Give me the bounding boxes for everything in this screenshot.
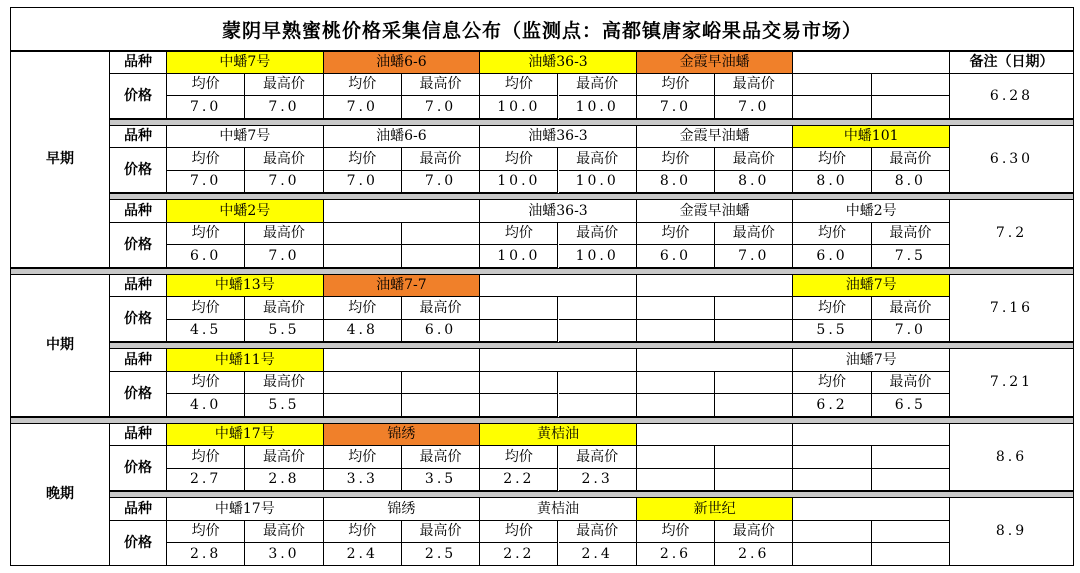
max-price-value: 2.4 xyxy=(559,543,637,566)
max-price-header xyxy=(402,223,480,246)
avg-price-value: 7.0 xyxy=(637,96,715,119)
avg-price-value xyxy=(637,469,715,492)
max-price-value xyxy=(872,543,950,566)
avg-price-header xyxy=(637,446,715,469)
variety-name xyxy=(637,275,794,298)
avg-price-header: 均价 xyxy=(167,297,245,320)
variety-name: 油蟠6-6 xyxy=(324,126,481,149)
variety-name: 锦绣 xyxy=(324,424,481,447)
max-price-header: 最高价 xyxy=(559,148,637,171)
row-separator xyxy=(110,491,1074,498)
max-price-header xyxy=(715,297,793,320)
price-label: 价格 xyxy=(110,223,167,268)
max-price-value xyxy=(715,469,793,492)
avg-price-value: 6.0 xyxy=(793,245,871,268)
max-price-value: 3.5 xyxy=(402,469,480,492)
max-price-value: 6.5 xyxy=(872,394,950,417)
variety-name xyxy=(637,424,794,447)
row-separator xyxy=(110,342,1074,349)
avg-price-value: 6.0 xyxy=(637,245,715,268)
avg-price-header xyxy=(637,372,715,395)
max-price-value: 7.0 xyxy=(245,96,323,119)
avg-price-header: 均价 xyxy=(167,372,245,395)
avg-price-value xyxy=(793,543,871,566)
max-price-value: 7.0 xyxy=(715,96,793,119)
variety-label: 品种 xyxy=(110,424,167,447)
avg-price-value: 6.0 xyxy=(167,245,245,268)
variety-name: 油蟠7-7 xyxy=(324,275,481,298)
avg-price-value xyxy=(793,96,871,119)
variety-name: 油蟠36-3 xyxy=(480,200,637,223)
table-title: 蒙阴早熟蜜桃价格采集信息公布（监测点：高都镇唐家峪果品交易市场） xyxy=(10,7,1074,51)
max-price-header: 最高价 xyxy=(245,148,323,171)
remark-date: 6.28 xyxy=(950,74,1074,119)
variety-name: 中蟠101 xyxy=(793,126,950,149)
price-label: 价格 xyxy=(110,446,167,491)
max-price-value: 8.0 xyxy=(872,171,950,194)
variety-label: 品种 xyxy=(110,200,167,223)
max-price-value xyxy=(559,320,637,343)
remark-date: 8.6 xyxy=(950,424,1074,492)
max-price-header: 最高价 xyxy=(872,148,950,171)
variety-name: 中蟠11号 xyxy=(167,349,324,372)
remark-header: 备注（日期） xyxy=(950,51,1074,74)
max-price-header xyxy=(559,297,637,320)
max-price-header: 最高价 xyxy=(245,521,323,544)
variety-label: 品种 xyxy=(110,126,167,149)
variety-name xyxy=(793,51,950,74)
avg-price-header: 均价 xyxy=(324,297,402,320)
variety-name: 金霞早油蟠 xyxy=(637,200,794,223)
variety-name: 新世纪 xyxy=(637,498,794,521)
max-price-header: 最高价 xyxy=(245,446,323,469)
max-price-header: 最高价 xyxy=(559,223,637,246)
max-price-value: 2.6 xyxy=(715,543,793,566)
max-price-header xyxy=(872,74,950,97)
price-label: 价格 xyxy=(110,297,167,342)
avg-price-header: 均价 xyxy=(324,521,402,544)
max-price-header xyxy=(402,372,480,395)
section-label: 早期 xyxy=(10,51,110,268)
max-price-header: 最高价 xyxy=(872,297,950,320)
max-price-header: 最高价 xyxy=(715,148,793,171)
avg-price-header xyxy=(324,223,402,246)
avg-price-header: 均价 xyxy=(167,446,245,469)
avg-price-value: 7.0 xyxy=(167,96,245,119)
avg-price-value xyxy=(637,394,715,417)
avg-price-header: 均价 xyxy=(480,521,558,544)
avg-price-header: 均价 xyxy=(324,74,402,97)
avg-price-header: 均价 xyxy=(637,74,715,97)
avg-price-header xyxy=(793,446,871,469)
variety-name: 中蟠13号 xyxy=(167,275,324,298)
avg-price-value xyxy=(480,320,558,343)
remark-date: 8.9 xyxy=(950,498,1074,566)
variety-name: 油蟠7号 xyxy=(793,349,950,372)
max-price-value: 3.0 xyxy=(245,543,323,566)
max-price-value: 2.5 xyxy=(402,543,480,566)
max-price-value: 2.8 xyxy=(245,469,323,492)
max-price-header: 最高价 xyxy=(402,148,480,171)
section-separator xyxy=(10,268,1074,275)
avg-price-header: 均价 xyxy=(167,521,245,544)
avg-price-value xyxy=(480,394,558,417)
avg-price-value: 4.0 xyxy=(167,394,245,417)
avg-price-value: 2.7 xyxy=(167,469,245,492)
avg-price-header: 均价 xyxy=(480,446,558,469)
variety-name: 油蟠36-3 xyxy=(480,126,637,149)
avg-price-value: 7.0 xyxy=(324,171,402,194)
max-price-header xyxy=(715,372,793,395)
remark-date: 7.2 xyxy=(950,200,1074,268)
remark-date: 6.30 xyxy=(950,126,1074,194)
max-price-header: 最高价 xyxy=(245,223,323,246)
max-price-value xyxy=(872,469,950,492)
avg-price-value xyxy=(324,394,402,417)
avg-price-header: 均价 xyxy=(167,148,245,171)
max-price-header: 最高价 xyxy=(402,74,480,97)
avg-price-header: 均价 xyxy=(637,148,715,171)
variety-name: 油蟠7号 xyxy=(793,275,950,298)
variety-name xyxy=(637,349,794,372)
price-label: 价格 xyxy=(110,521,167,566)
max-price-value xyxy=(715,320,793,343)
avg-price-header: 均价 xyxy=(793,297,871,320)
avg-price-header xyxy=(793,74,871,97)
variety-name: 中蟠7号 xyxy=(167,126,324,149)
variety-label: 品种 xyxy=(110,51,167,74)
variety-name: 黄桔油 xyxy=(480,424,637,447)
avg-price-value: 3.3 xyxy=(324,469,402,492)
max-price-header: 最高价 xyxy=(559,446,637,469)
avg-price-header: 均价 xyxy=(480,74,558,97)
max-price-value xyxy=(402,245,480,268)
variety-name: 油蟠6-6 xyxy=(324,51,481,74)
avg-price-value: 8.0 xyxy=(793,171,871,194)
variety-label: 品种 xyxy=(110,275,167,298)
avg-price-value: 8.0 xyxy=(637,171,715,194)
avg-price-header xyxy=(793,521,871,544)
price-label: 价格 xyxy=(110,74,167,119)
variety-name xyxy=(324,349,481,372)
variety-label: 品种 xyxy=(110,498,167,521)
avg-price-header: 均价 xyxy=(480,223,558,246)
variety-name: 中蟠7号 xyxy=(167,51,324,74)
variety-name: 中蟠2号 xyxy=(167,200,324,223)
max-price-header: 最高价 xyxy=(245,297,323,320)
max-price-header: 最高价 xyxy=(715,74,793,97)
avg-price-header xyxy=(637,297,715,320)
max-price-header: 最高价 xyxy=(402,446,480,469)
price-label: 价格 xyxy=(110,372,167,417)
max-price-header: 最高价 xyxy=(402,297,480,320)
avg-price-value: 10.0 xyxy=(480,171,558,194)
avg-price-header: 均价 xyxy=(480,148,558,171)
avg-price-value xyxy=(324,245,402,268)
avg-price-header xyxy=(480,297,558,320)
price-label: 价格 xyxy=(110,148,167,193)
max-price-header: 最高价 xyxy=(245,372,323,395)
avg-price-header: 均价 xyxy=(637,521,715,544)
avg-price-value: 5.5 xyxy=(793,320,871,343)
max-price-value: 6.0 xyxy=(402,320,480,343)
variety-name: 油蟠36-3 xyxy=(480,51,637,74)
avg-price-value: 2.2 xyxy=(480,469,558,492)
avg-price-value xyxy=(793,469,871,492)
max-price-value xyxy=(559,394,637,417)
max-price-header: 最高价 xyxy=(715,521,793,544)
max-price-value: 8.0 xyxy=(715,171,793,194)
avg-price-value: 2.2 xyxy=(480,543,558,566)
max-price-header: 最高价 xyxy=(402,521,480,544)
max-price-header xyxy=(715,446,793,469)
avg-price-value: 7.0 xyxy=(167,171,245,194)
avg-price-value: 10.0 xyxy=(480,96,558,119)
avg-price-header: 均价 xyxy=(637,223,715,246)
row-separator xyxy=(110,193,1074,200)
avg-price-value: 4.5 xyxy=(167,320,245,343)
max-price-value: 5.5 xyxy=(245,394,323,417)
section-label: 晚期 xyxy=(10,424,110,566)
remark-date: 7.16 xyxy=(950,275,1074,343)
max-price-header: 最高价 xyxy=(559,74,637,97)
avg-price-value: 6.2 xyxy=(793,394,871,417)
max-price-header xyxy=(872,446,950,469)
variety-name xyxy=(480,349,637,372)
variety-name: 中蟠17号 xyxy=(167,424,324,447)
section-label: 中期 xyxy=(10,275,110,417)
variety-name: 金霞早油蟠 xyxy=(637,51,794,74)
max-price-header: 最高价 xyxy=(715,223,793,246)
max-price-value xyxy=(402,394,480,417)
max-price-value: 7.5 xyxy=(872,245,950,268)
max-price-header: 最高价 xyxy=(872,223,950,246)
max-price-value xyxy=(872,96,950,119)
max-price-header: 最高价 xyxy=(245,74,323,97)
max-price-value: 7.0 xyxy=(715,245,793,268)
avg-price-header: 均价 xyxy=(324,148,402,171)
avg-price-header xyxy=(480,372,558,395)
max-price-value xyxy=(715,394,793,417)
avg-price-value: 2.8 xyxy=(167,543,245,566)
max-price-value: 7.0 xyxy=(245,245,323,268)
avg-price-header: 均价 xyxy=(793,372,871,395)
variety-label: 品种 xyxy=(110,349,167,372)
section-separator xyxy=(10,417,1074,424)
max-price-header: 最高价 xyxy=(872,372,950,395)
avg-price-header xyxy=(324,372,402,395)
avg-price-value: 10.0 xyxy=(480,245,558,268)
avg-price-header: 均价 xyxy=(167,223,245,246)
max-price-value: 10.0 xyxy=(559,245,637,268)
avg-price-value: 4.8 xyxy=(324,320,402,343)
max-price-value: 10.0 xyxy=(559,171,637,194)
avg-price-value: 2.4 xyxy=(324,543,402,566)
avg-price-value: 7.0 xyxy=(324,96,402,119)
max-price-value: 2.3 xyxy=(559,469,637,492)
variety-name xyxy=(793,424,950,447)
max-price-header: 最高价 xyxy=(559,521,637,544)
max-price-value: 7.0 xyxy=(245,171,323,194)
avg-price-value xyxy=(637,320,715,343)
max-price-header xyxy=(872,521,950,544)
variety-name: 中蟠17号 xyxy=(167,498,324,521)
remark-date: 7.21 xyxy=(950,349,1074,417)
avg-price-header: 均价 xyxy=(324,446,402,469)
max-price-header xyxy=(559,372,637,395)
max-price-value: 7.0 xyxy=(872,320,950,343)
avg-price-value: 2.6 xyxy=(637,543,715,566)
max-price-value: 5.5 xyxy=(245,320,323,343)
variety-name: 锦绣 xyxy=(324,498,481,521)
avg-price-header: 均价 xyxy=(793,148,871,171)
row-separator xyxy=(110,119,1074,126)
variety-name: 金霞早油蟠 xyxy=(637,126,794,149)
variety-name xyxy=(324,200,481,223)
max-price-value: 7.0 xyxy=(402,96,480,119)
avg-price-header: 均价 xyxy=(167,74,245,97)
max-price-value: 7.0 xyxy=(402,171,480,194)
avg-price-header: 均价 xyxy=(793,223,871,246)
variety-name xyxy=(793,498,950,521)
variety-name xyxy=(480,275,637,298)
variety-name: 黄桔油 xyxy=(480,498,637,521)
max-price-value: 10.0 xyxy=(559,96,637,119)
variety-name: 中蟠2号 xyxy=(793,200,950,223)
